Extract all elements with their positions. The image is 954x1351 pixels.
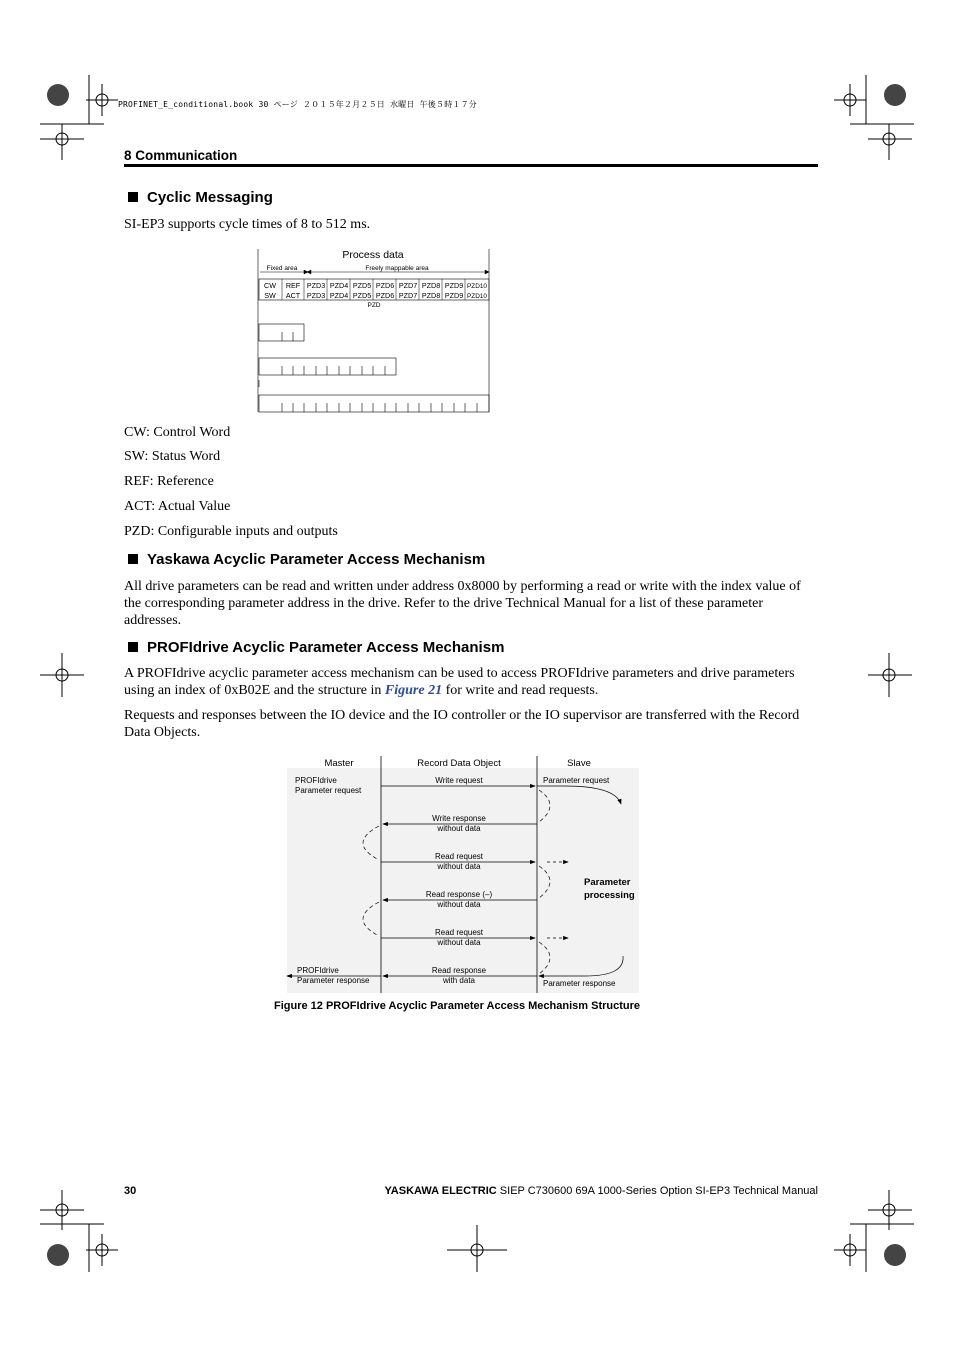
print-info-line: PROFINET_E_conditional.book 30 ページ ２０１５年２月２５日 水曜日 午後５時１７分	[118, 100, 477, 109]
process-data-figure	[255, 246, 495, 414]
cyclic-text: SI-EP3 supports cycle times of 8 to 512 ms.	[124, 217, 371, 232]
msg-read-request-2b: without data	[437, 938, 481, 947]
master-response-line2: Parameter response	[297, 976, 370, 985]
yaskawa-text: All drive parameters can be read and written under address 0x8000 by performing a read or write with the index value of the corresponding parameter address in the drive. Refer to the drive Technical Manual for a list of these parameter addresses.	[124, 579, 801, 628]
cell-pzd4-in: PZD4	[329, 291, 349, 300]
figure-caption: Figure 12 PROFIdrive Acyclic Parameter Access Mechanism Structure	[274, 1000, 641, 1012]
freely-mappable-label: Freely mappable area	[365, 265, 429, 272]
bullet-square-icon	[128, 554, 138, 564]
master-response-line1: PROFIdrive	[297, 966, 339, 975]
msg-read-response-neg-a: Read response (–)	[425, 890, 493, 899]
heading-text: Cyclic Messaging	[147, 189, 273, 206]
process-data-title: Process data	[342, 249, 404, 261]
cell-pzd3-out: PZD3	[306, 281, 326, 290]
text-segment: A PROFIdrive acyclic parameter access mechanism can be used to access PROFIdrive parameters and drive parameters using an index of 0xB02E and the structure in	[124, 666, 795, 698]
heading-text: PROFIdrive Acyclic Parameter Access Mechanism	[147, 639, 505, 656]
column-record-data-object: Record Data Object	[417, 758, 501, 769]
glossary-act: ACT: Actual Value	[124, 499, 231, 514]
cell-pzd10-in: PZD10	[467, 293, 487, 300]
heading-cyclic-messaging	[128, 189, 273, 206]
cell-pzd7-in: PZD7	[398, 291, 418, 300]
msg-read-request-1a: Read request	[434, 852, 484, 861]
msg-read-response-b: with data	[442, 976, 476, 985]
cell-pzd6-in: PZD6	[375, 291, 395, 300]
msg-write-response-1: Write response	[432, 814, 486, 823]
text-segment: for write and read requests.	[442, 683, 599, 698]
chapter-rule	[124, 164, 818, 167]
cell-pzd8-in: PZD8	[421, 291, 441, 300]
parameter-processing-2: processing	[584, 890, 635, 901]
cell-pzd10-out: PZD10	[467, 283, 487, 290]
profidrive-text-2: Requests and responses between the IO device and the IO controller or the IO supervisor are transferred with the Record Data Objects.	[124, 708, 800, 740]
sequence-diagram	[265, 748, 655, 998]
cell-pzd5-out: PZD5	[352, 281, 372, 290]
cell-pzd3-in: PZD3	[306, 291, 326, 300]
cell-pzd9-out: PZD9	[444, 281, 464, 290]
msg-write-response-2: without data	[437, 824, 481, 833]
msg-read-request-2a: Read request	[434, 928, 484, 937]
msg-read-response-a: Read response	[431, 966, 487, 975]
profidrive-text-1	[124, 665, 818, 699]
fixed-area-label: Fixed area	[266, 265, 298, 272]
footer-manual-title	[384, 1185, 818, 1197]
glossary-sw: SW: Status Word	[124, 449, 221, 464]
heading-yaskawa-acyclic	[128, 551, 485, 568]
bullet-square-icon	[128, 642, 138, 652]
parameter-processing-1: Parameter	[584, 877, 631, 888]
msg-read-response-neg-b: without data	[437, 900, 481, 909]
figure-21-link[interactable]: Figure 21	[384, 683, 443, 698]
cell-ref: REF	[285, 281, 301, 290]
heading-text: Yaskawa Acyclic Parameter Access Mechanism	[147, 551, 486, 568]
cell-pzd6-out: PZD6	[375, 281, 395, 290]
cell-pzd4-out: PZD4	[329, 281, 349, 290]
bullet-square-icon	[128, 192, 138, 202]
cell-pzd7-out: PZD7	[398, 281, 418, 290]
master-request-line1: PROFIdrive	[295, 776, 337, 785]
master-request-line2: Parameter request	[295, 786, 362, 795]
glossary-ref: REF: Reference	[124, 474, 214, 489]
cell-sw: SW	[264, 291, 276, 300]
cell-act: ACT	[285, 291, 301, 300]
chapter-title: 8 Communication	[124, 148, 238, 163]
slave-request-label: Parameter request	[543, 776, 610, 785]
page-number: 30	[124, 1185, 137, 1197]
column-slave: Slave	[567, 758, 591, 769]
heading-profidrive-acyclic	[128, 639, 504, 656]
cell-pzd9-in: PZD9	[444, 291, 464, 300]
cell-pzd5-in: PZD5	[352, 291, 372, 300]
slave-response-label: Parameter response	[543, 979, 616, 988]
msg-read-request-1b: without data	[437, 862, 481, 871]
cell-pzd8-out: PZD8	[421, 281, 441, 290]
cell-cw: CW	[264, 281, 276, 290]
glossary-pzd: PZD: Configurable inputs and outputs	[124, 524, 338, 539]
column-master: Master	[324, 758, 354, 769]
pzd-label: PZD	[367, 302, 381, 309]
footer-manual: SIEP C730600 69A 1000-Series Option SI-EP3 Technical Manual	[496, 1185, 818, 1197]
msg-write-request: Write request	[435, 776, 483, 785]
footer-brand: YASKAWA ELECTRIC	[384, 1185, 497, 1197]
glossary-cw: CW: Control Word	[124, 425, 231, 440]
